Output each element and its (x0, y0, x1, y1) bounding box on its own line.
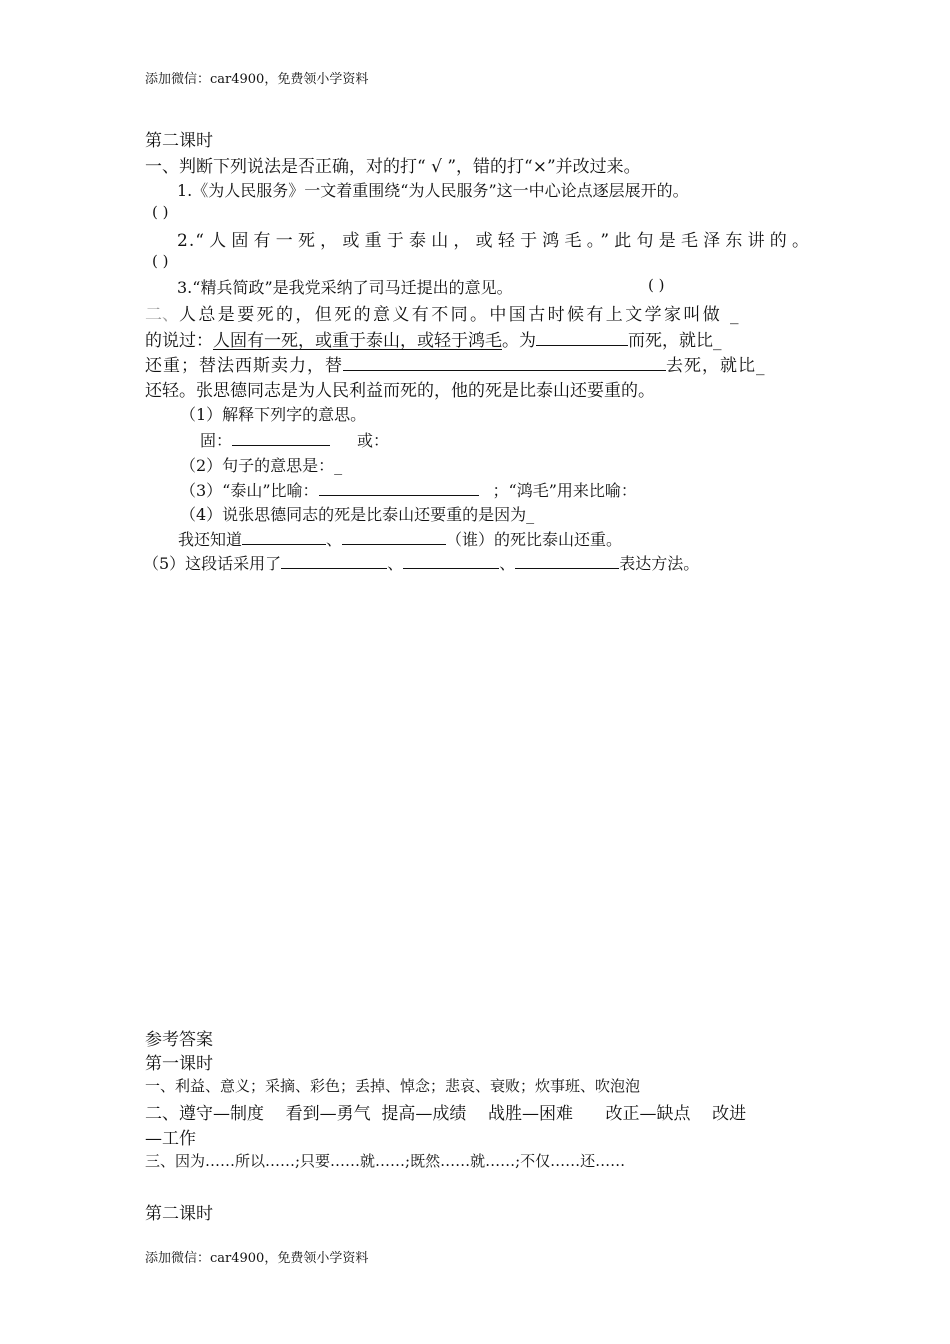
q2-sub5-sep1: 、 (387, 554, 404, 573)
q2-know (178, 527, 622, 550)
q2-sub5-pre: （5）这段话采用了 (143, 554, 282, 573)
q2-line3-post: 去死，就比_ (666, 356, 766, 376)
blank-line[interactable] (515, 551, 619, 569)
blank-line[interactable] (536, 328, 628, 346)
q1-item2-paren: ( ) (152, 252, 169, 270)
q2-line4: 还轻。张思德同志是为人民利益而死的，他的死是比泰山还要重的。 (145, 381, 655, 401)
answers-title: 参考答案 (145, 1030, 213, 1050)
q1-item3: 3.“精兵简政”是我党采纳了司马迁提出的意见。 (177, 278, 513, 297)
q2-line2-post: 而死，就比_ (628, 331, 722, 351)
q2-line2-mid: 。为 (502, 331, 536, 351)
q1-item1: 1.《为人民服务》一文着重围绕“为人民服务”这一中心论点逐层展开的。 (177, 181, 689, 200)
q2-know-pre: 我还知道 (178, 530, 243, 549)
answers-lesson2-title: 第二课时 (145, 1204, 213, 1224)
q2-sub5-post: 表达方法。 (619, 554, 700, 573)
q1-heading: 一、判断下列说法是否正确，对的打“ √ ”，错的打“×”并改过来。 (145, 157, 641, 177)
blank-line[interactable] (281, 551, 387, 569)
q2-know-sep: 、 (326, 530, 343, 549)
q2-line3-pre: 还重；替法西斯卖力，替 (145, 356, 343, 376)
blank-line[interactable] (343, 353, 666, 371)
page-header: 添加微信：car4900，免费领小学资料 (145, 72, 369, 87)
blank-line[interactable] (232, 428, 330, 446)
q2-sub5 (143, 551, 699, 574)
blank-line[interactable] (319, 478, 479, 496)
q2-line2-pre: 的说过： (145, 331, 213, 351)
q2-line2 (145, 326, 722, 351)
answer-2-line2: —工作 (145, 1129, 196, 1149)
q1-item2: 2.“人固有一死，或重于泰山，或轻于鸿毛。”此句是毛泽东讲的。 (177, 231, 810, 251)
answers-lesson1-title: 第一课时 (145, 1054, 213, 1074)
q1-item3-paren: ( ) (648, 276, 665, 294)
page-footer: 添加微信：car4900，免费领小学资料 (145, 1251, 369, 1266)
q2-quote: 人固有一死，或重于泰山，或轻于鸿毛 (213, 331, 502, 351)
q2-sub4: （4）说张思德同志的死是比泰山还要重的是因为_ (180, 505, 535, 524)
q2-sub3-a: （3）“泰山”比喻： (180, 481, 319, 500)
q2-line1 (145, 300, 810, 325)
answer-2-line1: 二、遵守—制度 看到—勇气 提高—成绩 战胜—困难 改正—缺点 改进 (145, 1104, 747, 1124)
q2-know-post: （谁）的死比泰山还重。 (446, 530, 623, 549)
q2-sub1: （1）解释下列字的意思。 (180, 405, 367, 424)
blank-line[interactable] (342, 527, 446, 545)
q2-sub3-b: ；“鸿毛”用来比喻： (492, 481, 637, 500)
q2-sub1-b-label: 或： (357, 431, 390, 450)
answer-1: 一、利益、意义；采摘、彩色；丢掉、悼念；悲哀、衰败；炊事班、吹泡泡 (145, 1077, 641, 1095)
blank-line[interactable] (242, 527, 326, 545)
q2-sub1-a-label: 固： (200, 431, 233, 450)
q2-line3 (145, 351, 766, 376)
q2-sub3 (180, 478, 637, 501)
blank-line[interactable] (403, 551, 499, 569)
q1-item1-paren: ( ) (152, 203, 169, 221)
q2-sub2: （2）句子的意思是：_ (180, 456, 343, 475)
q2-number: 二、 (145, 305, 179, 325)
lesson-title: 第二课时 (145, 131, 213, 151)
q2-passage-1: 人总是要死的，但死的意义有不同。中国古时候有上文学家叫做 _ (179, 305, 741, 325)
q2-sub1-answers (200, 428, 389, 451)
q2-sub5-sep2: 、 (499, 554, 516, 573)
answer-3: 三、因为……所以……;只要……就……;既然……就……;不仅……还…… (145, 1152, 626, 1170)
